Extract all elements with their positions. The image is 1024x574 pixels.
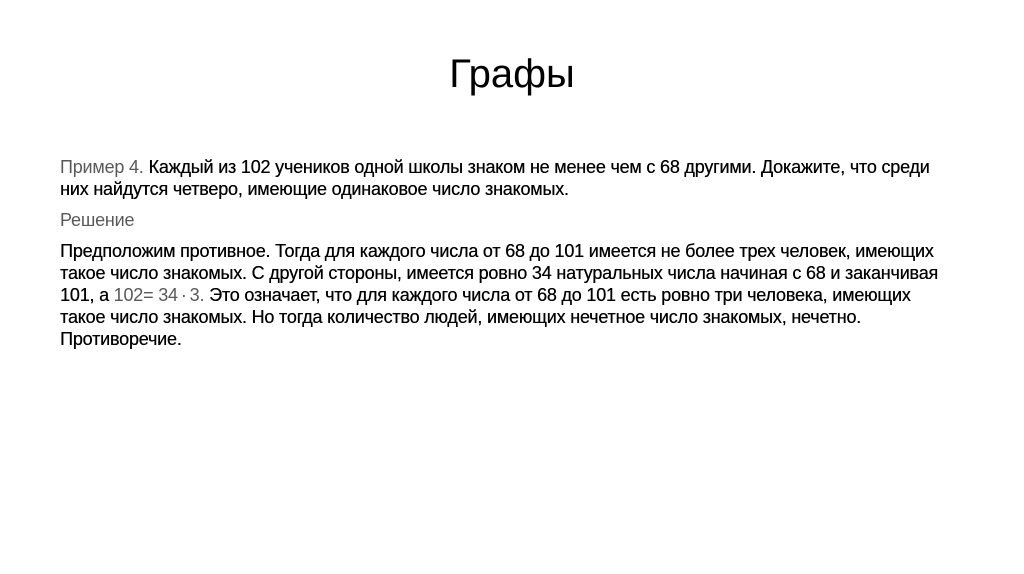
solution-heading: Решение [60, 210, 135, 230]
slide-body [60, 156, 960, 359]
example-text: Каждый из 102 учеников одной школы знаком не менее чем с 68 другими. Докажите, что среди них найдутся четверо, имеющие одинаковое число знакомых. [60, 157, 930, 199]
formula-rhs: 3. [189, 285, 205, 305]
solution-text-part1: Предположим противное. Тогда для каждого числа от 68 до 101 имеется не более трех человек, имеющих такое число знакомых. С другой стороны, имеется ровно 34 натуральных числа начиная с 68 и заканчивая 101, а [60, 241, 938, 305]
formula-lhs: 102= 34 [113, 285, 178, 305]
solution-paragraph [60, 240, 960, 350]
example-label: Пример 4. [60, 157, 144, 177]
solution-text-part2: Это означает, что для каждого числа от 68 до 101 есть ровно три человека, имеющих такое число знакомых. Но тогда количество людей, имеющих нечетное число знакомых, нечетно. Противоречие. [60, 285, 911, 349]
formula-dot: · [180, 285, 187, 305]
slide-title: Графы [449, 52, 575, 96]
example-paragraph [60, 156, 960, 200]
